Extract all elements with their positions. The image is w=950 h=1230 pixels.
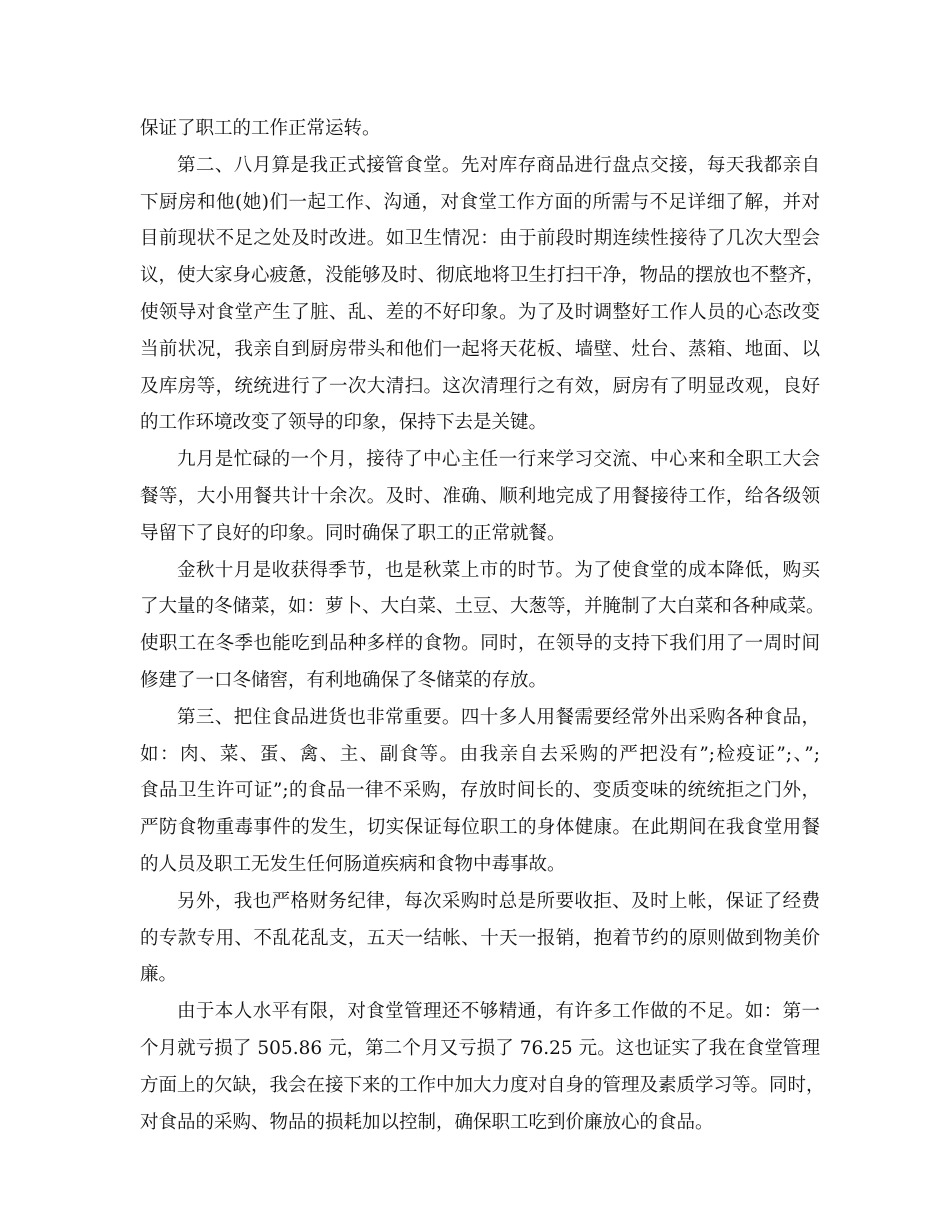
paragraph-line: 九月是忙碌的一个月，接待了中心主任一行来学习交流、中心来和全职工大会 [177, 449, 820, 471]
paragraph-line: 议，使大家身心疲惫，没能够及时、彻底地将卫生打扫干净，物品的摆放也不整齐， [140, 265, 825, 287]
paragraph-line: 廉。 [140, 964, 178, 986]
paragraph-line: 另外，我也严格财务纪律，每次采购时总是所要收拒、及时上帐，保证了经费 [177, 890, 820, 912]
paragraph [140, 884, 820, 994]
paragraph [140, 148, 825, 442]
paragraph [140, 553, 825, 700]
paragraph [140, 442, 820, 552]
paragraph-line: 严防食物重毒事件的发生，切实保证每位职工的身体健康。在此期间在我食堂用餐 [140, 817, 820, 839]
paragraph-line: 的专款专用、不乱花乱支，五天一结帐、十天一报销，抱着节约的原则做到物美价 [140, 927, 820, 949]
paragraph-line: 对食品的采购、物品的损耗加以控制，确保职工吃到价廉放心的食品。 [140, 1111, 714, 1133]
paragraph-line: 第二、八月算是我正式接管食堂。先对库存商品进行盘点交接，每天我都亲自 [177, 154, 820, 176]
paragraph-line: 方面上的欠缺，我会在接下来的工作中加大力度对自身的管理及素质学习等。同时， [140, 1074, 825, 1096]
document-page [140, 111, 825, 1141]
paragraph-line: 使领导对食堂产生了脏、乱、差的不好印象。为了及时调整好工作人员的心态改变 [140, 301, 820, 323]
paragraph-line: 食品卫生许可证”;的食品一律不采购，存放时间长的、变质变味的统统拒之门外， [140, 780, 820, 802]
paragraph-line: 保证了职工的工作正常运转。 [140, 118, 381, 139]
paragraph-line: 下厨房和他(她)们一起工作、沟通，对食堂工作方面的所需与不足详细了解，并对 [140, 191, 820, 213]
paragraph-line: 的工作环境改变了领导的印象，保持下去是关键。 [140, 412, 548, 434]
paragraph [140, 700, 820, 884]
paragraph-line: 的人员及职工无发生任何肠道疾病和食物中毒事故。 [140, 853, 566, 875]
paragraph-line: 餐等，大小用餐共计十余次。及时、准确、顺利地完成了用餐接待工作，给各级领 [140, 485, 820, 507]
paragraph-line: 修建了一口冬储窖，有利地确保了冬储菜的存放。 [140, 669, 548, 691]
paragraph-line: 由于本人水平有限，对食堂管理还不够精通，有许多工作做的不足。如：第一 [177, 1001, 820, 1023]
paragraph [140, 994, 825, 1141]
paragraph [140, 111, 820, 148]
paragraph-line: 了大量的冬储菜，如：萝卜、大白菜、土豆、大葱等，并腌制了大白菜和各种咸菜。 [140, 596, 825, 618]
paragraph-line: 使职工在冬季也能吃到品种多样的食物。同时，在领导的支持下我们用了一周时间 [140, 633, 820, 655]
paragraph-line: 第三、把住食品进货也非常重要。四十多人用餐需要经常外出采购各种食品， [177, 706, 820, 728]
paragraph-line: 导留下了良好的印象。同时确保了职工的正常就餐。 [140, 522, 566, 544]
paragraph-line: 金秋十月是收获得季节，也是秋菜上市的时节。为了使食堂的成本降低，购买 [177, 559, 820, 581]
paragraph-line: 如：肉、菜、蛋、禽、主、副食等。由我亲自去采购的严把没有”;检疫证”;、”; [140, 743, 820, 765]
paragraph-line: 及库房等，统统进行了一次大清扫。这次清理行之有效，厨房有了明显改观，良好 [140, 375, 820, 397]
paragraph-line: 目前现状不足之处及时改进。如卫生情况：由于前段时期连续性接待了几次大型会 [140, 228, 820, 250]
paragraph-line: 当前状况，我亲自到厨房带头和他们一起将天花板、墙壁、灶台、蒸箱、地面、以 [140, 338, 820, 360]
paragraph-line: 个月就亏损了 505.86 元，第二个月又亏损了 76.25 元。这也证实了我在食堂管理 [140, 1037, 820, 1059]
